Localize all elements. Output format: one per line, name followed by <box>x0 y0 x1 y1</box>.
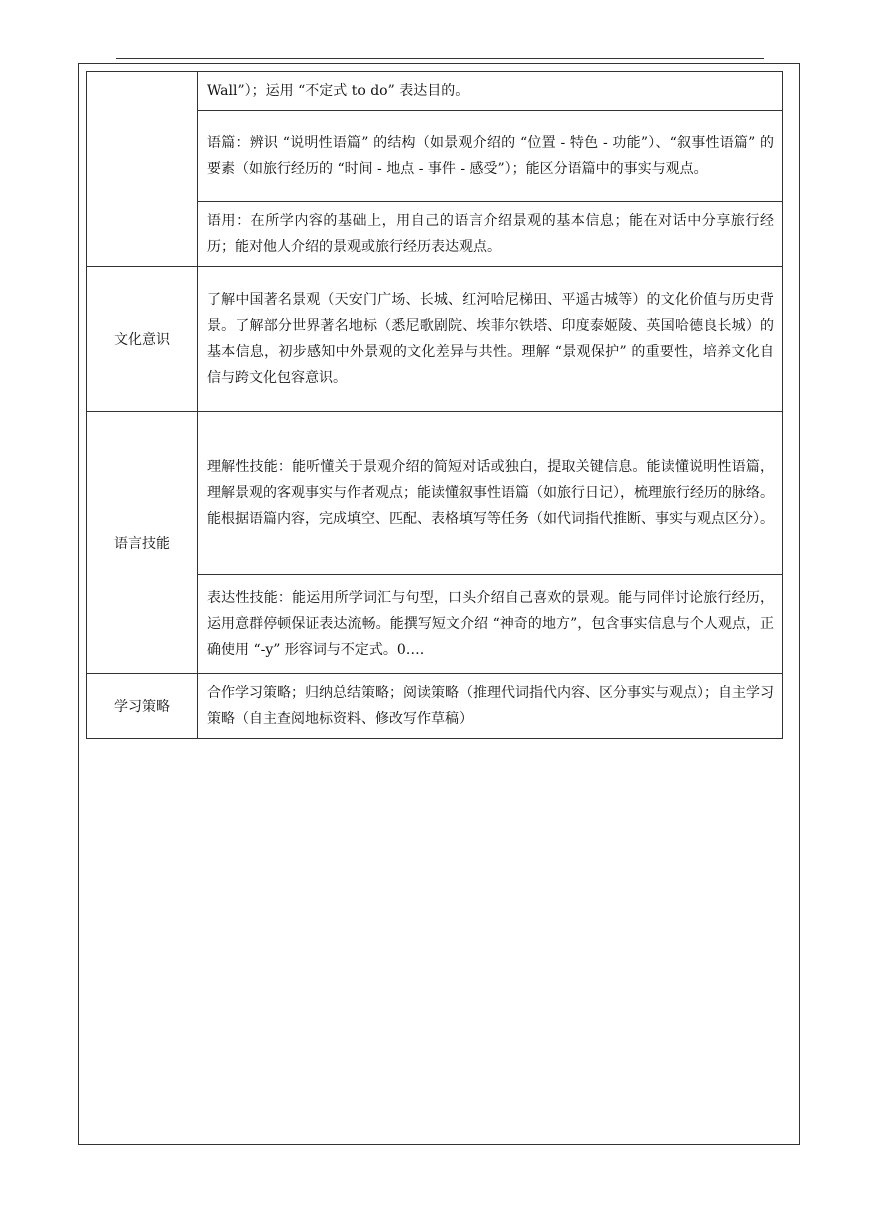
content-cell: 了解中国著名景观（天安门广场、长城、红河哈尼梯田、平遥古城等）的文化价值与历史背景。了解部分世界著名地标（悉尼歌剧院、埃菲尔铁塔、印度泰姬陵、英国哈德良长城）的基本信息，初步感知中外景观的文化差异与共性。理解 “景观保护” 的重要性，培养文化自信与跨文化包容意识。 <box>198 267 783 412</box>
row-label-cultural-awareness: 文化意识 <box>87 267 198 412</box>
row-label-learning-strategies: 学习策略 <box>87 674 198 739</box>
table-row <box>87 412 783 575</box>
content-cell: 语篇：辨识 “说明性语篇” 的结构（如景观介绍的 “位置 - 特色 - 功能”）、“叙事性语篇” 的要素（如旅行经历的 “时间 - 地点 - 事件 - 感受”）；能区分语篇中的事实与观点。 <box>198 111 783 202</box>
content-cell: Wall”）；运用 “不定式 to do” 表达目的。 <box>198 72 783 111</box>
content-cell: 合作学习策略；归纳总结策略；阅读策略（推理代词指代内容、区分事实与观点）；自主学习策略（自主查阅地标资料、修改写作草稿） <box>198 674 783 739</box>
table-row <box>87 674 783 739</box>
header-rule <box>116 58 764 59</box>
row-label <box>87 72 198 267</box>
content-cell: 理解性技能：能听懂关于景观介绍的简短对话或独白，提取关键信息。能读懂说明性语篇，理解景观的客观事实与作者观点；能读懂叙事性语篇（如旅行日记），梳理旅行经历的脉络。能根据语篇内容，完成填空、匹配、表格填写等任务（如代词指代推断、事实与观点区分）。 <box>198 412 783 575</box>
curriculum-table <box>86 71 783 739</box>
table-row <box>87 72 783 111</box>
content-cell: 语用：在所学内容的基础上，用自己的语言介绍景观的基本信息；能在对话中分享旅行经历；能对他人介绍的景观或旅行经历表达观点。 <box>198 202 783 267</box>
content-cell: 表达性技能：能运用所学词汇与句型，口头介绍自己喜欢的景观。能与同伴讨论旅行经历，运用意群停顿保证表达流畅。能撰写短文介绍 “神奇的地方”，包含事实信息与个人观点，正确使用 “-y” 形容词与不定式。0…. <box>198 575 783 674</box>
table-row <box>87 267 783 412</box>
row-label-language-skills: 语言技能 <box>87 412 198 674</box>
